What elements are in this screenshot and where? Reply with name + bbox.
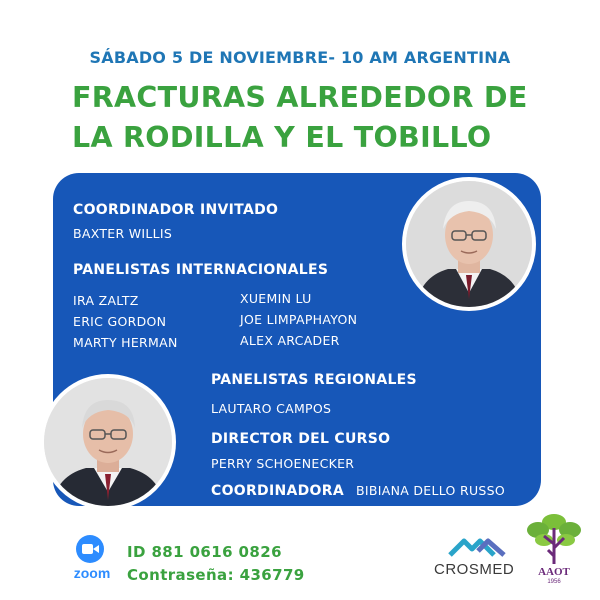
speaker-photo-course-director [40,374,176,510]
aaot-logo-text: AAOT [538,566,570,578]
regional-panelists-label: PANELISTAS REGIONALES [211,372,417,388]
zoom-camera-icon [76,535,104,563]
guest-coordinator-label: COORDINADOR INVITADO [73,202,279,218]
coordinator-name: BIBIANA DELLO RUSSO [356,483,506,498]
title-line-1: FRACTURAS ALREDEDOR DE [72,81,528,114]
event-title [72,78,572,158]
speaker-photo-guest-coordinator [402,177,536,311]
international-panelist: XUEMIN LU [240,291,312,306]
course-director-label: DIRECTOR DEL CURSO [211,431,391,447]
course-director-name: PERRY SCHOENECKER [211,456,355,471]
title-line-2: LA RODILLA Y EL TOBILLO [72,121,492,154]
zoom-logo-text: zoom [73,565,111,581]
crosmed-logo-text: CROSMED [434,561,515,578]
regional-panelist: LAUTARO CAMPOS [211,401,332,416]
tree-icon [524,508,584,566]
international-panelist: JOE LIMPAPHAYON [240,312,358,327]
coordinator-label: COORDINADORA [211,483,344,499]
international-panelists-label: PANELISTAS INTERNACIONALES [73,262,329,278]
event-date: SÁBADO 5 DE NOVIEMBRE- 10 AM ARGENTINA [89,48,511,67]
aaot-logo [524,508,584,590]
meeting-password: Contraseña: 436779 [127,566,305,584]
international-panelist: ERIC GORDON [73,314,167,329]
aaot-year: 1956 [547,579,561,585]
crosmed-mark-icon [448,537,508,557]
international-panelist: IRA ZALTZ [73,293,139,308]
crosmed-logo [434,537,524,582]
international-panelist: ALEX ARCADER [240,333,340,348]
zoom-logo [68,535,118,585]
meeting-id: ID 881 0616 0826 [127,543,282,561]
international-panelist: MARTY HERMAN [73,335,178,350]
guest-coordinator-name: BAXTER WILLIS [73,226,173,241]
